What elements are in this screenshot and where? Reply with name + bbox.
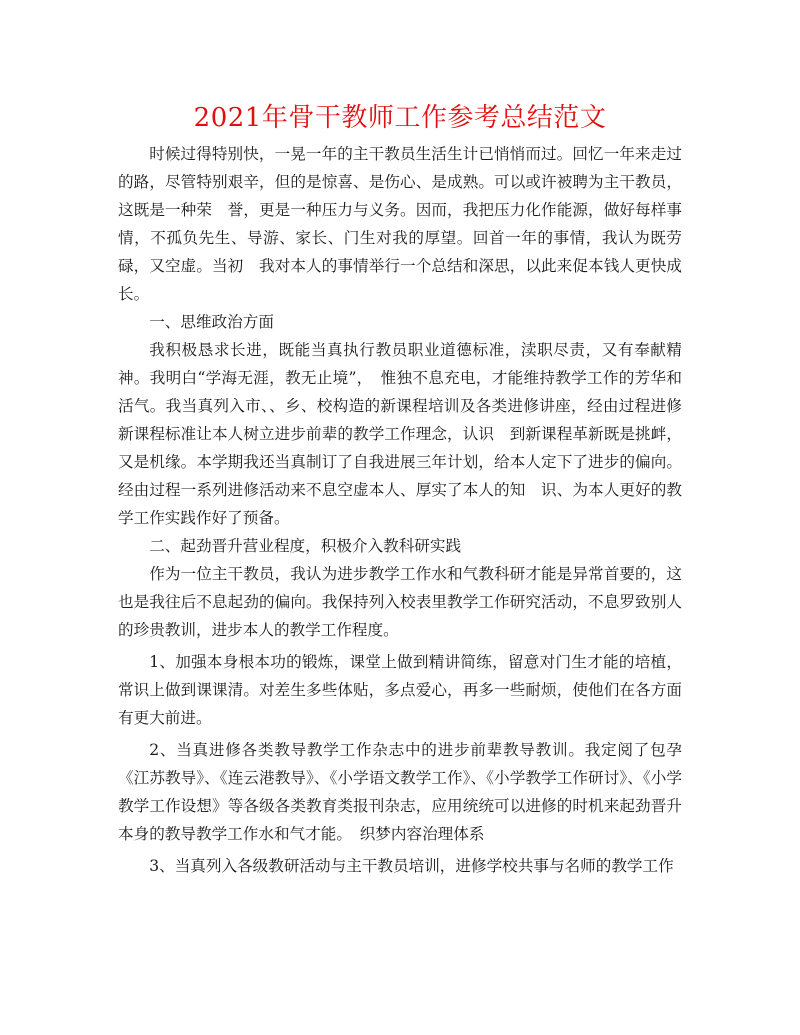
paragraph-intro: 时候过得特别快，一晃一年的主干教员生活生计已悄悄而过。回忆一年来走过的路，尽管特别艰辛，但的是惊喜、是伤心、是成熟。可以或许被聘为主干教员，这既是一种荣 誉，更是一种压力与义务。因而，我把压力化作能源，做好每样事情，不孤负先生、导游、家长、门生对我的厚望。回首一年的事情，我认为既劳碌，又空虚。当初 我对本人的事情举行一个总结和深思，以此来促本钱人更快成长。: [118, 145, 682, 303]
section-heading-1: 一、思维政治方面: [149, 313, 274, 331]
list-item-3: 3、当真列入各级教研活动与主干教员培训，进修学校共事与名师的教学工作: [149, 857, 674, 875]
document-title: 2021年骨干教师工作参考总结范文: [193, 103, 607, 133]
document-body: [118, 140, 682, 880]
list-item-2: 2、当真进修各类教导教学工作杂志中的进步前辈教导教训。我定阅了包孕《江苏教导》、《连云港教导》、《小学语文教学工作》、《小学教学工作研讨》、《小学教学工作设想》等各级各类教育类报刊杂志，应用统统可以进修的时机来起劲晋升本身的教导教学工作水和气才能。 织梦内容治理体系: [118, 741, 682, 843]
paragraph-section-1: 我积极恳求长进，既能当真执行教员职业道德标准，渎职尽责，又有奉献精神。我明白“学海无涯，教无止境”， 惟独不息充电，才能维持教学工作的芳华和活气。我当真列入市、、乡、校构造的新课程培训及各类进修讲座，经由过程进修新课程标准让本人树立进步前辈的教学工作理念，认识 到新课程革新既是挑衅，又是机缘。本学期我还当真制订了自我进展三年计划，给本人定下了进步的偏向。经由过程一系列进修活动来不息空虚本人、厚实了本人的知 识、为本人更好的教学工作实践作好了预备。: [118, 341, 682, 527]
section-heading-2: 二、起劲晋升营业程度，积极介入教科研实践: [149, 537, 462, 555]
list-item-1: 1、加强本身根本功的锻炼，课堂上做到精讲简练，留意对门生才能的培植，常识上做到课课清。对差生多些体贴，多点爱心，再多一些耐烦，使他们在各方面有更大前进。: [118, 653, 682, 727]
paragraph-section-2: 作为一位主干教员，我认为进步教学工作水和气教科研才能是异常首要的，这也是我往后不息起劲的偏向。我保持列入校表里教学工作研究活动，不息罗致别人的珍贵教训，进步本人的教学工作程度。: [118, 565, 682, 639]
